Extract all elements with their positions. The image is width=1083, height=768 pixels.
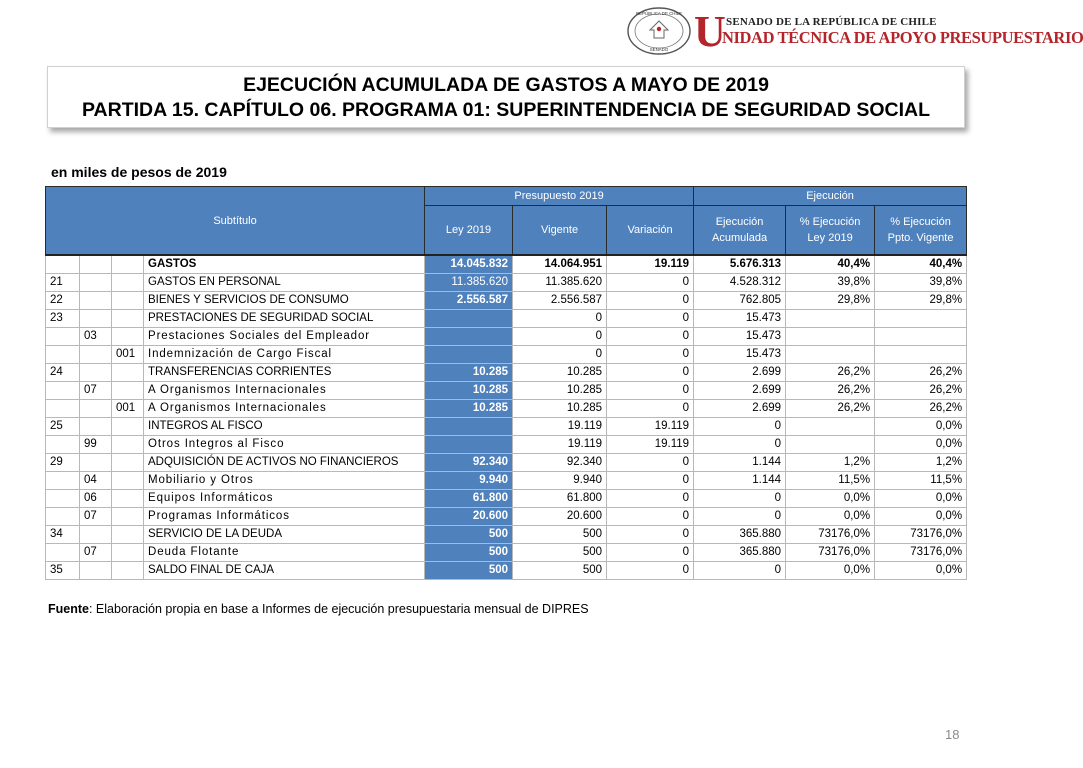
units-label: en miles de pesos de 2019 [51, 164, 227, 180]
page-number: 18 [945, 727, 960, 742]
cell-variacion: 0 [607, 310, 694, 328]
cell-ley [425, 346, 513, 364]
cell-asignacion [112, 544, 144, 562]
cell-description: GASTOS [144, 255, 425, 274]
cell-item [80, 526, 112, 544]
cell-subtitulo [46, 508, 80, 526]
cell-description: PRESTACIONES DE SEGURIDAD SOCIAL [144, 310, 425, 328]
cell-pct-vigente [875, 310, 967, 328]
cell-ejecucion: 365.880 [694, 526, 786, 544]
brand-letter: U [694, 7, 726, 56]
cell-ejecucion: 4.528.312 [694, 274, 786, 292]
cell-asignacion [112, 508, 144, 526]
cell-vigente: 0 [513, 310, 607, 328]
table-row [46, 490, 967, 508]
cell-ejecucion: 15.473 [694, 328, 786, 346]
cell-asignacion [112, 364, 144, 382]
header-presupuesto: Presupuesto 2019 [425, 187, 694, 206]
cell-subtitulo: 22 [46, 292, 80, 310]
cell-subtitulo [46, 472, 80, 490]
cell-ley: 10.285 [425, 400, 513, 418]
cell-ejecucion: 762.805 [694, 292, 786, 310]
cell-ejecucion: 0 [694, 418, 786, 436]
seal-bottom-text: SENADO [649, 47, 669, 52]
brand-main-text: NIDAD TÉCNICA DE APOYO PRESUPUESTARIO [722, 28, 1083, 47]
cell-pct-vigente: 0,0% [875, 508, 967, 526]
cell-pct-ley: 39,8% [786, 274, 875, 292]
cell-pct-vigente: 26,2% [875, 400, 967, 418]
cell-vigente: 19.119 [513, 418, 607, 436]
cell-subtitulo: 21 [46, 274, 80, 292]
table-row [46, 346, 967, 364]
cell-variacion: 0 [607, 454, 694, 472]
cell-ley: 500 [425, 544, 513, 562]
cell-item: 99 [80, 436, 112, 454]
header-ejecucion: Ejecución [694, 187, 967, 206]
senate-seal-icon [626, 6, 692, 56]
cell-description: SALDO FINAL DE CAJA [144, 562, 425, 580]
cell-description: Otros Integros al Fisco [144, 436, 425, 454]
cell-vigente: 14.064.951 [513, 255, 607, 274]
cell-variacion: 0 [607, 382, 694, 400]
source-note [48, 602, 589, 616]
cell-ley: 10.285 [425, 364, 513, 382]
cell-ley: 61.800 [425, 490, 513, 508]
cell-subtitulo [46, 490, 80, 508]
cell-ejecucion: 0 [694, 490, 786, 508]
cell-pct-ley: 11,5% [786, 472, 875, 490]
cell-asignacion [112, 310, 144, 328]
cell-subtitulo [46, 544, 80, 562]
source-text: : Elaboración propia en base a Informes de ejecución presupuestaria mensual de DIPRES [88, 602, 589, 616]
header-pct-ley-line1: % Ejecución [799, 216, 861, 228]
cell-variacion: 19.119 [607, 436, 694, 454]
cell-asignacion [112, 274, 144, 292]
cell-subtitulo [46, 346, 80, 364]
header-pct-vig-line2: Ppto. Vigente [887, 232, 954, 244]
header-pct-ley [786, 206, 875, 256]
cell-ejecucion: 0 [694, 436, 786, 454]
cell-pct-vigente: 0,0% [875, 490, 967, 508]
cell-pct-vigente: 73176,0% [875, 526, 967, 544]
cell-asignacion [112, 526, 144, 544]
header-pct-vig-line1: % Ejecución [890, 216, 951, 228]
table-row [46, 255, 967, 274]
cell-description: Equipos Informáticos [144, 490, 425, 508]
table-row [46, 400, 967, 418]
cell-asignacion [112, 382, 144, 400]
cell-subtitulo [46, 328, 80, 346]
header-ejec-acum-line2: Acumulada [712, 232, 768, 244]
cell-ejecucion: 2.699 [694, 400, 786, 418]
cell-ley: 11.385.620 [425, 274, 513, 292]
cell-ley [425, 328, 513, 346]
cell-vigente: 0 [513, 328, 607, 346]
cell-pct-vigente: 29,8% [875, 292, 967, 310]
cell-ley: 9.940 [425, 472, 513, 490]
cell-ejecucion: 1.144 [694, 472, 786, 490]
cell-pct-vigente: 39,8% [875, 274, 967, 292]
cell-pct-ley [786, 328, 875, 346]
cell-pct-vigente: 40,4% [875, 255, 967, 274]
cell-item [80, 454, 112, 472]
header-pct-vigente [875, 206, 967, 256]
table-row [46, 418, 967, 436]
header-subtitulo: Subtítulo [46, 187, 425, 256]
cell-ley: 2.556.587 [425, 292, 513, 310]
cell-variacion: 0 [607, 400, 694, 418]
cell-ejecucion: 15.473 [694, 346, 786, 364]
cell-variacion: 0 [607, 544, 694, 562]
cell-asignacion [112, 255, 144, 274]
cell-vigente: 500 [513, 562, 607, 580]
cell-pct-ley [786, 310, 875, 328]
cell-subtitulo: 24 [46, 364, 80, 382]
cell-ley: 92.340 [425, 454, 513, 472]
cell-item [80, 400, 112, 418]
cell-item: 04 [80, 472, 112, 490]
cell-asignacion [112, 472, 144, 490]
cell-item [80, 562, 112, 580]
cell-variacion: 19.119 [607, 418, 694, 436]
cell-subtitulo [46, 436, 80, 454]
table-row [46, 544, 967, 562]
senate-logo [626, 6, 1083, 56]
brand-top-text: SENADO DE LA REPÚBLICA DE CHILE [726, 16, 937, 28]
table-row [46, 562, 967, 580]
table-row [46, 526, 967, 544]
cell-pct-vigente: 26,2% [875, 364, 967, 382]
cell-description: GASTOS EN PERSONAL [144, 274, 425, 292]
cell-variacion: 0 [607, 346, 694, 364]
cell-description: Mobiliario y Otros [144, 472, 425, 490]
table-row [46, 382, 967, 400]
cell-vigente: 10.285 [513, 400, 607, 418]
cell-description: SERVICIO DE LA DEUDA [144, 526, 425, 544]
cell-variacion: 0 [607, 364, 694, 382]
cell-pct-vigente: 0,0% [875, 436, 967, 454]
cell-vigente: 11.385.620 [513, 274, 607, 292]
cell-variacion: 0 [607, 508, 694, 526]
cell-asignacion [112, 454, 144, 472]
cell-pct-ley: 0,0% [786, 562, 875, 580]
table-row [46, 292, 967, 310]
header-vigente: Vigente [513, 206, 607, 256]
cell-description: Programas Informáticos [144, 508, 425, 526]
cell-item [80, 418, 112, 436]
cell-description: A Organismos Internacionales [144, 382, 425, 400]
cell-pct-ley: 0,0% [786, 490, 875, 508]
title-line-1: EJECUCIÓN ACUMULADA DE GASTOS A MAYO DE 2019 [243, 74, 769, 96]
cell-pct-vigente [875, 328, 967, 346]
seal-top-text: REPÚBLICA DE CHILE [635, 11, 683, 16]
cell-pct-vigente [875, 346, 967, 364]
cell-ley [425, 418, 513, 436]
cell-pct-vigente: 0,0% [875, 562, 967, 580]
cell-pct-vigente: 1,2% [875, 454, 967, 472]
cell-description: A Organismos Internacionales [144, 400, 425, 418]
cell-ley [425, 436, 513, 454]
cell-pct-ley [786, 436, 875, 454]
cell-variacion: 0 [607, 490, 694, 508]
cell-pct-vigente: 26,2% [875, 382, 967, 400]
cell-pct-ley [786, 418, 875, 436]
cell-pct-ley [786, 346, 875, 364]
cell-pct-ley: 40,4% [786, 255, 875, 274]
cell-vigente: 61.800 [513, 490, 607, 508]
cell-subtitulo [46, 255, 80, 274]
table-row [46, 274, 967, 292]
cell-asignacion [112, 328, 144, 346]
cell-item [80, 274, 112, 292]
cell-ley [425, 310, 513, 328]
cell-ley: 14.045.832 [425, 255, 513, 274]
cell-vigente: 10.285 [513, 364, 607, 382]
cell-vigente: 9.940 [513, 472, 607, 490]
cell-variacion: 0 [607, 328, 694, 346]
header-pct-ley-line2: Ley 2019 [807, 232, 853, 244]
cell-variacion: 0 [607, 274, 694, 292]
table-row [46, 310, 967, 328]
cell-ley: 500 [425, 562, 513, 580]
cell-vigente: 0 [513, 346, 607, 364]
cell-vigente: 2.556.587 [513, 292, 607, 310]
table-row [46, 454, 967, 472]
cell-ejecucion: 15.473 [694, 310, 786, 328]
cell-item [80, 292, 112, 310]
cell-pct-ley: 73176,0% [786, 544, 875, 562]
cell-pct-ley: 0,0% [786, 508, 875, 526]
cell-asignacion [112, 436, 144, 454]
cell-asignacion [112, 562, 144, 580]
cell-vigente: 500 [513, 526, 607, 544]
title-box [47, 66, 965, 128]
cell-pct-vigente: 11,5% [875, 472, 967, 490]
cell-pct-ley: 26,2% [786, 364, 875, 382]
cell-item [80, 255, 112, 274]
cell-pct-vigente: 73176,0% [875, 544, 967, 562]
header-ejec-acum-line1: Ejecución [715, 216, 764, 228]
cell-variacion: 0 [607, 292, 694, 310]
cell-pct-ley: 29,8% [786, 292, 875, 310]
cell-subtitulo [46, 400, 80, 418]
cell-description: Prestaciones Sociales del Empleador [144, 328, 425, 346]
header-ley: Ley 2019 [425, 206, 513, 256]
title-line-2: PARTIDA 15. CAPÍTULO 06. PROGRAMA 01: SUPERINTENDENCIA DE SEGURIDAD SOCIAL [82, 99, 930, 121]
table-row [46, 328, 967, 346]
cell-vigente: 500 [513, 544, 607, 562]
cell-vigente: 20.600 [513, 508, 607, 526]
header-ejecucion-acumulada [694, 206, 786, 256]
cell-subtitulo: 25 [46, 418, 80, 436]
cell-description: INTEGROS AL FISCO [144, 418, 425, 436]
cell-item: 07 [80, 382, 112, 400]
cell-pct-vigente: 0,0% [875, 418, 967, 436]
cell-subtitulo: 29 [46, 454, 80, 472]
cell-description: BIENES Y SERVICIOS DE CONSUMO [144, 292, 425, 310]
cell-item: 07 [80, 508, 112, 526]
cell-pct-ley: 73176,0% [786, 526, 875, 544]
cell-subtitulo: 35 [46, 562, 80, 580]
cell-ley: 10.285 [425, 382, 513, 400]
header-variacion: Variación [607, 206, 694, 256]
cell-pct-ley: 1,2% [786, 454, 875, 472]
cell-pct-ley: 26,2% [786, 382, 875, 400]
cell-asignacion [112, 292, 144, 310]
cell-vigente: 19.119 [513, 436, 607, 454]
cell-subtitulo: 34 [46, 526, 80, 544]
cell-ley: 500 [425, 526, 513, 544]
cell-asignacion: 001 [112, 346, 144, 364]
cell-variacion: 19.119 [607, 255, 694, 274]
cell-description: Indemnización de Cargo Fiscal [144, 346, 425, 364]
table-row [46, 508, 967, 526]
source-label: Fuente [48, 602, 89, 616]
cell-subtitulo [46, 382, 80, 400]
cell-item: 06 [80, 490, 112, 508]
budget-table [45, 186, 967, 580]
cell-vigente: 92.340 [513, 454, 607, 472]
cell-asignacion: 001 [112, 400, 144, 418]
cell-asignacion [112, 490, 144, 508]
cell-ley: 20.600 [425, 508, 513, 526]
cell-item [80, 346, 112, 364]
cell-variacion: 0 [607, 562, 694, 580]
cell-vigente: 10.285 [513, 382, 607, 400]
budget-table-body [46, 255, 967, 580]
cell-ejecucion: 365.880 [694, 544, 786, 562]
cell-item: 03 [80, 328, 112, 346]
cell-item: 07 [80, 544, 112, 562]
cell-ejecucion: 0 [694, 508, 786, 526]
cell-description: Deuda Flotante [144, 544, 425, 562]
cell-ejecucion: 1.144 [694, 454, 786, 472]
table-row [46, 472, 967, 490]
cell-subtitulo: 23 [46, 310, 80, 328]
cell-ejecucion: 0 [694, 562, 786, 580]
cell-item [80, 364, 112, 382]
cell-item [80, 310, 112, 328]
table-row [46, 436, 967, 454]
cell-description: ADQUISICIÓN DE ACTIVOS NO FINANCIEROS [144, 454, 425, 472]
cell-asignacion [112, 418, 144, 436]
cell-variacion: 0 [607, 472, 694, 490]
table-row [46, 364, 967, 382]
cell-variacion: 0 [607, 526, 694, 544]
cell-ejecucion: 2.699 [694, 382, 786, 400]
cell-ejecucion: 2.699 [694, 364, 786, 382]
cell-ejecucion: 5.676.313 [694, 255, 786, 274]
cell-pct-ley: 26,2% [786, 400, 875, 418]
cell-description: TRANSFERENCIAS CORRIENTES [144, 364, 425, 382]
